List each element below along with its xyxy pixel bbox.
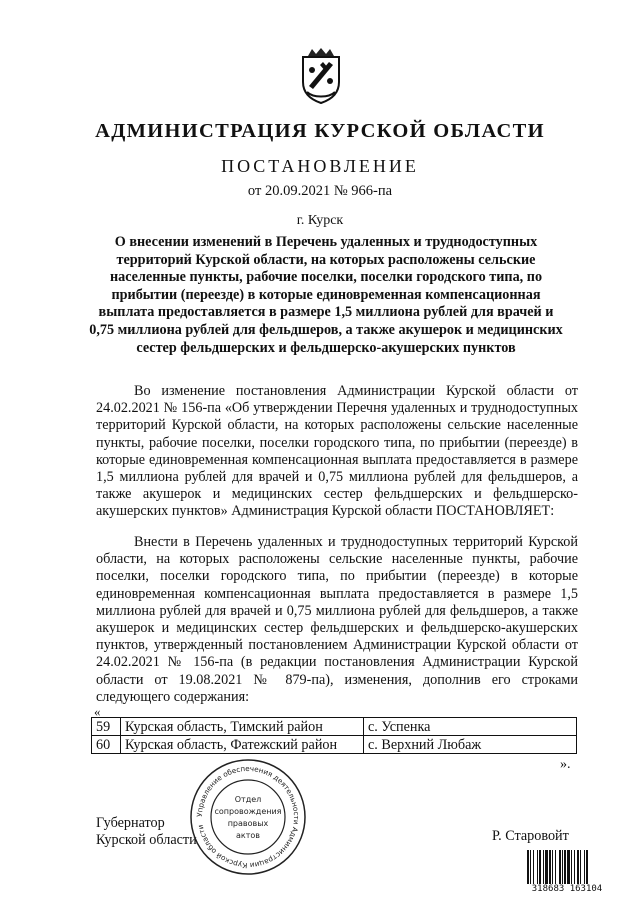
document-heading: О внесении изменений в Перечень удаленных и труднодоступных территорий Курской области, на которых расположены сельские населенные пункты, рабочие поселки, поселки городского типа, по прибытии (переезде) в которые единовременная компенсационная выплата предоставляется в размере 1,5 миллиона рублей для врачей и 0,75 миллиона рублей для фельдшеров, а также акушерок и медицинских сестер фельдшерских и фельдшерско-акушерских пунктов (89, 234, 563, 356)
coat-of-arms-icon (299, 48, 343, 104)
stamp-line-1: Отдел (234, 795, 262, 804)
document-type: ПОСТАНОВЛЕНИЕ (221, 156, 419, 176)
signatory-name: Р. Старовойт (492, 828, 569, 844)
stamp-line-2: сопровождения (214, 807, 282, 816)
table-row (92, 718, 577, 736)
stamp-line-3: правовых (227, 819, 269, 828)
row-settlement: с. Успенка (364, 718, 577, 736)
organization-title: АДМИНИСТРАЦИЯ КУРСКОЙ ОБЛАСТИ (95, 120, 545, 142)
row-district: Курская область, Фатежский район (121, 736, 364, 754)
body-paragraph-2: Внести в Перечень удаленных и труднодоступных территорий Курской области, на которых расположены сельские населенные пункты, рабочие поселки, поселки городского типа, по прибытии (переезде) в которые единовременная компенсационная выплата предоставляется в размере 1,5 миллиона рублей для врачей и 0,75 миллиона рублей для фельдшеров, а также акушерок и медицинских сестер фельдшерских и фельдшерско-акушерских пунктов, утвержденный постановлением Администрации Курской области от 24.02.2021 № 156-па (в редакции постановления Администрации Курской области от 19.08.2021 № 879-па), изменения, дополнив его строками следующего содержания: (96, 534, 578, 705)
document-date-number: от 20.09.2021 № 966-па (247, 183, 393, 199)
signatory-position (96, 815, 197, 849)
row-number: 60 (92, 736, 121, 754)
document-city: г. Курск (296, 213, 344, 228)
amendment-table (91, 717, 577, 754)
row-settlement: с. Верхний Любаж (364, 736, 577, 754)
quote-open: « (94, 704, 101, 719)
row-district: Курская область, Тимский район (121, 718, 364, 736)
body-paragraph-1: Во изменение постановления Администрации Курской области от 24.02.2021 № 156-па «Об утверждении Перечня удаленных и труднодоступных территорий Курской области, на которых расположены сельские населенные пункты, рабочие поселки, поселки городского типа, по прибытии (переезде) в которые единовременная компенсационная выплата предоставляется в размере 1,5 миллиона рублей для врачей и 0,75 миллиона рублей для фельдшеров, а также акушерок и медицинских сестер фельдшерских и фельдшерско-акушерских пунктов» Администрация Курской области ПОСТАНОВЛЯЕТ: (96, 383, 578, 520)
signatory-position-line2: Курской области (96, 832, 197, 848)
stamp-ring-text: Управление обеспечения деятельности Администрации Курской области (194, 763, 302, 871)
table-row (92, 736, 577, 754)
stamp-line-4: актов (235, 831, 261, 840)
barcode-number: 318683 163104 (524, 884, 610, 894)
quote-close: ». (560, 757, 571, 772)
official-stamp (188, 757, 308, 877)
row-number: 59 (92, 718, 121, 736)
signatory-position-line1: Губернатор (96, 815, 165, 831)
